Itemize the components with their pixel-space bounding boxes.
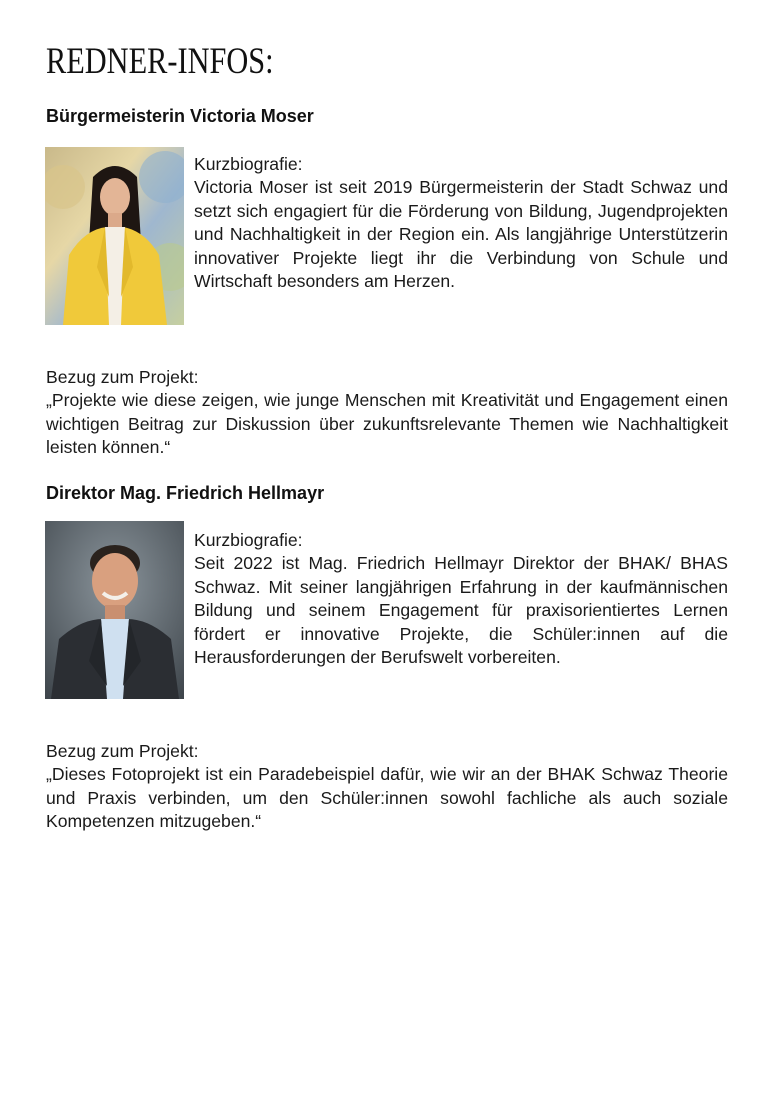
quote-moser — [46, 366, 728, 460]
bio-moser — [194, 153, 728, 293]
bio-text: Victoria Moser ist seit 2019 Bürgermeisterin der Stadt Schwaz und setzt sich engagiert für die Förderung von Bildung, Jugendprojekten und Nachhaltigkeit in der Region ein. Als langjährige Unterstützerin innovativer Projekte liegt ihr die Verbindung von Schule und Wirtschaft besonders am Herzen. — [194, 177, 728, 292]
speaker-photo-moser — [45, 147, 184, 325]
quote-text: „Projekte wie diese zeigen, wie junge Menschen mit Kreativität und Engagement einen wichtigen Beitrag zur Diskussion über zukunftsrelevante Themen wie Nachhaltigkeit leisten können.“ — [46, 390, 728, 458]
bio-hellmayr — [194, 529, 728, 669]
speaker-name-hellmayr: Direktor Mag. Friedrich Hellmayr — [46, 483, 325, 503]
speaker-photo-hellmayr — [45, 521, 184, 699]
bio-heading: Kurzbiografie: — [194, 530, 303, 550]
quote-heading: Bezug zum Projekt: — [46, 367, 199, 387]
quote-text: „Dieses Fotoprojekt ist ein Paradebeispiel dafür, wie wir an der BHAK Schwaz Theorie und Praxis verbinden, um den Schüler:innen sowohl fachliche als auch soziale Kompetenzen mitzugeben.“ — [46, 764, 728, 832]
page-title: REDNER-INFOS: — [46, 41, 274, 82]
quote-hellmayr — [46, 740, 728, 834]
bio-heading: Kurzbiografie: — [194, 154, 303, 174]
speaker-name-moser: Bürgermeisterin Victoria Moser — [46, 106, 314, 126]
quote-heading: Bezug zum Projekt: — [46, 741, 199, 761]
bio-text: Seit 2022 ist Mag. Friedrich Hellmayr Direktor der BHAK/ BHAS Schwaz. Mit seiner langjährigen Erfahrung in der kaufmännischen Bildung und seinem Engagement für praxisorientiertes Lernen fördert er innovative Projekte, die Schüler:innen auf die Herausforderungen der Berufswelt vorbereiten. — [194, 553, 728, 668]
